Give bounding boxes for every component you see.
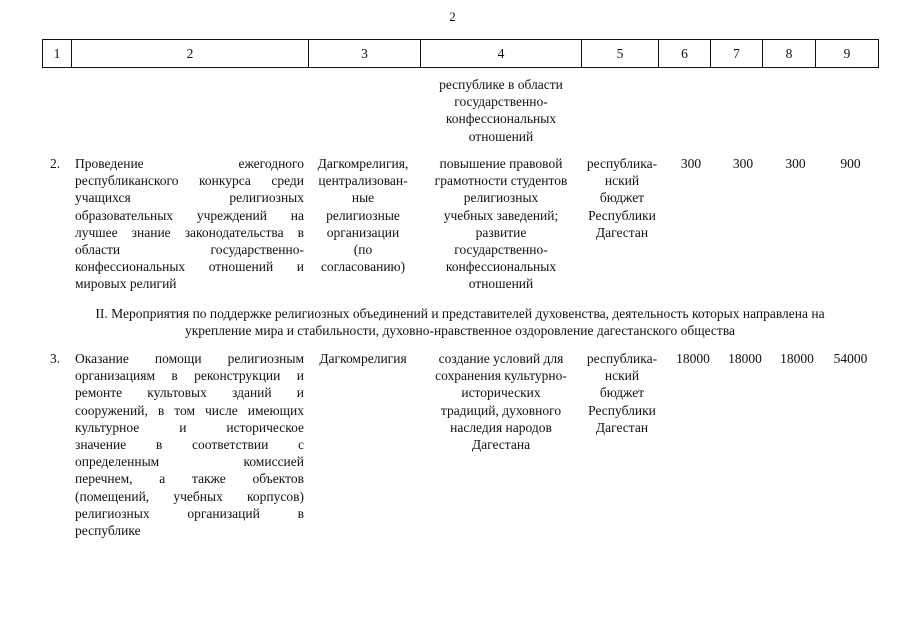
text-line: религиозных bbox=[463, 190, 539, 206]
text-line: Республики bbox=[588, 402, 656, 418]
page-number: 2 bbox=[449, 9, 456, 24]
row-source bbox=[581, 350, 663, 436]
row-total: 900 bbox=[840, 156, 861, 171]
header-col-9: 9 bbox=[816, 40, 879, 68]
text-line: религиозные bbox=[326, 207, 400, 223]
row-year-1: 18000 bbox=[676, 351, 710, 366]
text-line: нский bbox=[604, 368, 640, 384]
text-line: централизован- bbox=[318, 173, 408, 189]
text-line: ные bbox=[351, 190, 375, 206]
text-line: отношений bbox=[468, 276, 534, 292]
text-line: организации bbox=[326, 224, 400, 240]
text-line: мировых религий bbox=[75, 276, 177, 292]
text-line: значение в соответствии с bbox=[75, 437, 304, 453]
text-line: государственно- bbox=[454, 242, 548, 258]
text-line: согласованию) bbox=[320, 259, 406, 275]
text-line: традиций, духовного bbox=[440, 402, 562, 418]
text-line: повышение правовой bbox=[439, 156, 563, 171]
header-col-5: 5 bbox=[582, 40, 659, 68]
header-col-6: 6 bbox=[659, 40, 711, 68]
text-line: религиозных организаций в bbox=[75, 505, 304, 521]
text-line: наследия народов bbox=[450, 419, 552, 435]
text-line: лучшее знание законодательства в bbox=[75, 224, 304, 240]
header-col-1: 1 bbox=[43, 40, 72, 68]
text-line: республика- bbox=[586, 351, 658, 366]
section-heading bbox=[40, 305, 880, 339]
row-number: 2. bbox=[50, 156, 61, 171]
text-line: исторических bbox=[461, 385, 541, 401]
text-line: организациям в реконструкции и bbox=[75, 368, 304, 384]
text-line: Проведение ежегодного bbox=[75, 156, 304, 171]
text-line: республике в области bbox=[439, 77, 563, 92]
row-year-2: 18000 bbox=[728, 351, 762, 366]
row-number: 3. bbox=[50, 351, 61, 366]
row-total: 54000 bbox=[833, 351, 868, 366]
header-col-8: 8 bbox=[763, 40, 816, 68]
text-line: бюджет bbox=[599, 385, 645, 401]
text-line: определенным комиссией bbox=[75, 454, 304, 470]
text-line: учебных заведений; bbox=[443, 207, 559, 223]
text-line: Дагкомрелигия bbox=[319, 351, 407, 366]
row-result bbox=[421, 350, 581, 453]
text-line: Оказание помощи религиозным bbox=[75, 351, 304, 366]
section-heading-line-2: укрепление мира и стабильности, духовно-нравственное оздоровление дагестанского общества bbox=[184, 323, 736, 339]
text-line: республиканского конкурса среди bbox=[75, 173, 304, 189]
row-source bbox=[581, 155, 663, 241]
text-line: образовательных учреждений на bbox=[75, 207, 304, 223]
text-line: (помещений, учебных корпусов) bbox=[75, 488, 304, 504]
text-line: перечнем, а также объектов bbox=[75, 471, 304, 487]
text-line: отношений bbox=[468, 128, 534, 144]
header-col-2: 2 bbox=[72, 40, 309, 68]
text-line: нский bbox=[604, 173, 640, 189]
text-line: (по bbox=[353, 242, 373, 258]
text-line: Дагестан bbox=[595, 419, 649, 435]
text-line: культурное и историческое bbox=[75, 419, 304, 435]
row-result bbox=[421, 155, 581, 293]
row-executor bbox=[309, 155, 417, 275]
text-line: сооружений, в том числе имеющих bbox=[75, 402, 304, 418]
text-line: Дагестана bbox=[471, 437, 531, 453]
text-line: развитие bbox=[475, 224, 527, 240]
text-line: конфессиональных bbox=[445, 259, 557, 275]
table-header bbox=[42, 39, 879, 68]
text-line: Республики bbox=[588, 207, 656, 223]
text-line: республика- bbox=[586, 156, 658, 171]
row-name bbox=[75, 155, 304, 293]
text-line: учащихся религиозных bbox=[75, 190, 304, 206]
row-year-3: 300 bbox=[785, 156, 806, 171]
section-heading-line-1: II. Мероприятия по поддержке религиозных объединений и представителей духовенства, деятельность которых направлена на bbox=[95, 306, 825, 321]
text-line: конфессиональных bbox=[445, 111, 557, 127]
row-year-2: 300 bbox=[732, 156, 754, 171]
row-name bbox=[75, 350, 304, 539]
text-line: республике bbox=[75, 523, 141, 539]
header-col-4: 4 bbox=[421, 40, 582, 68]
text-line: грамотности студентов bbox=[434, 173, 568, 189]
text-line: государственно- bbox=[454, 94, 548, 110]
text-line: Дагкомрелигия, bbox=[317, 156, 409, 171]
text-line: Дагестан bbox=[595, 224, 649, 240]
row-executor bbox=[309, 350, 417, 367]
text-line: области государственно- bbox=[75, 242, 304, 258]
carryover-result bbox=[421, 76, 581, 145]
text-line: сохранения культурно- bbox=[435, 368, 567, 384]
text-line: конфессиональных отношений и bbox=[75, 259, 304, 275]
row-year-3: 18000 bbox=[780, 351, 814, 366]
row-year-1: 300 bbox=[680, 156, 702, 171]
text-line: бюджет bbox=[599, 190, 645, 206]
header-col-7: 7 bbox=[711, 40, 763, 68]
text-line: ремонте культовых зданий и bbox=[75, 385, 304, 401]
text-line: создание условий для bbox=[438, 351, 564, 366]
header-col-3: 3 bbox=[309, 40, 421, 68]
